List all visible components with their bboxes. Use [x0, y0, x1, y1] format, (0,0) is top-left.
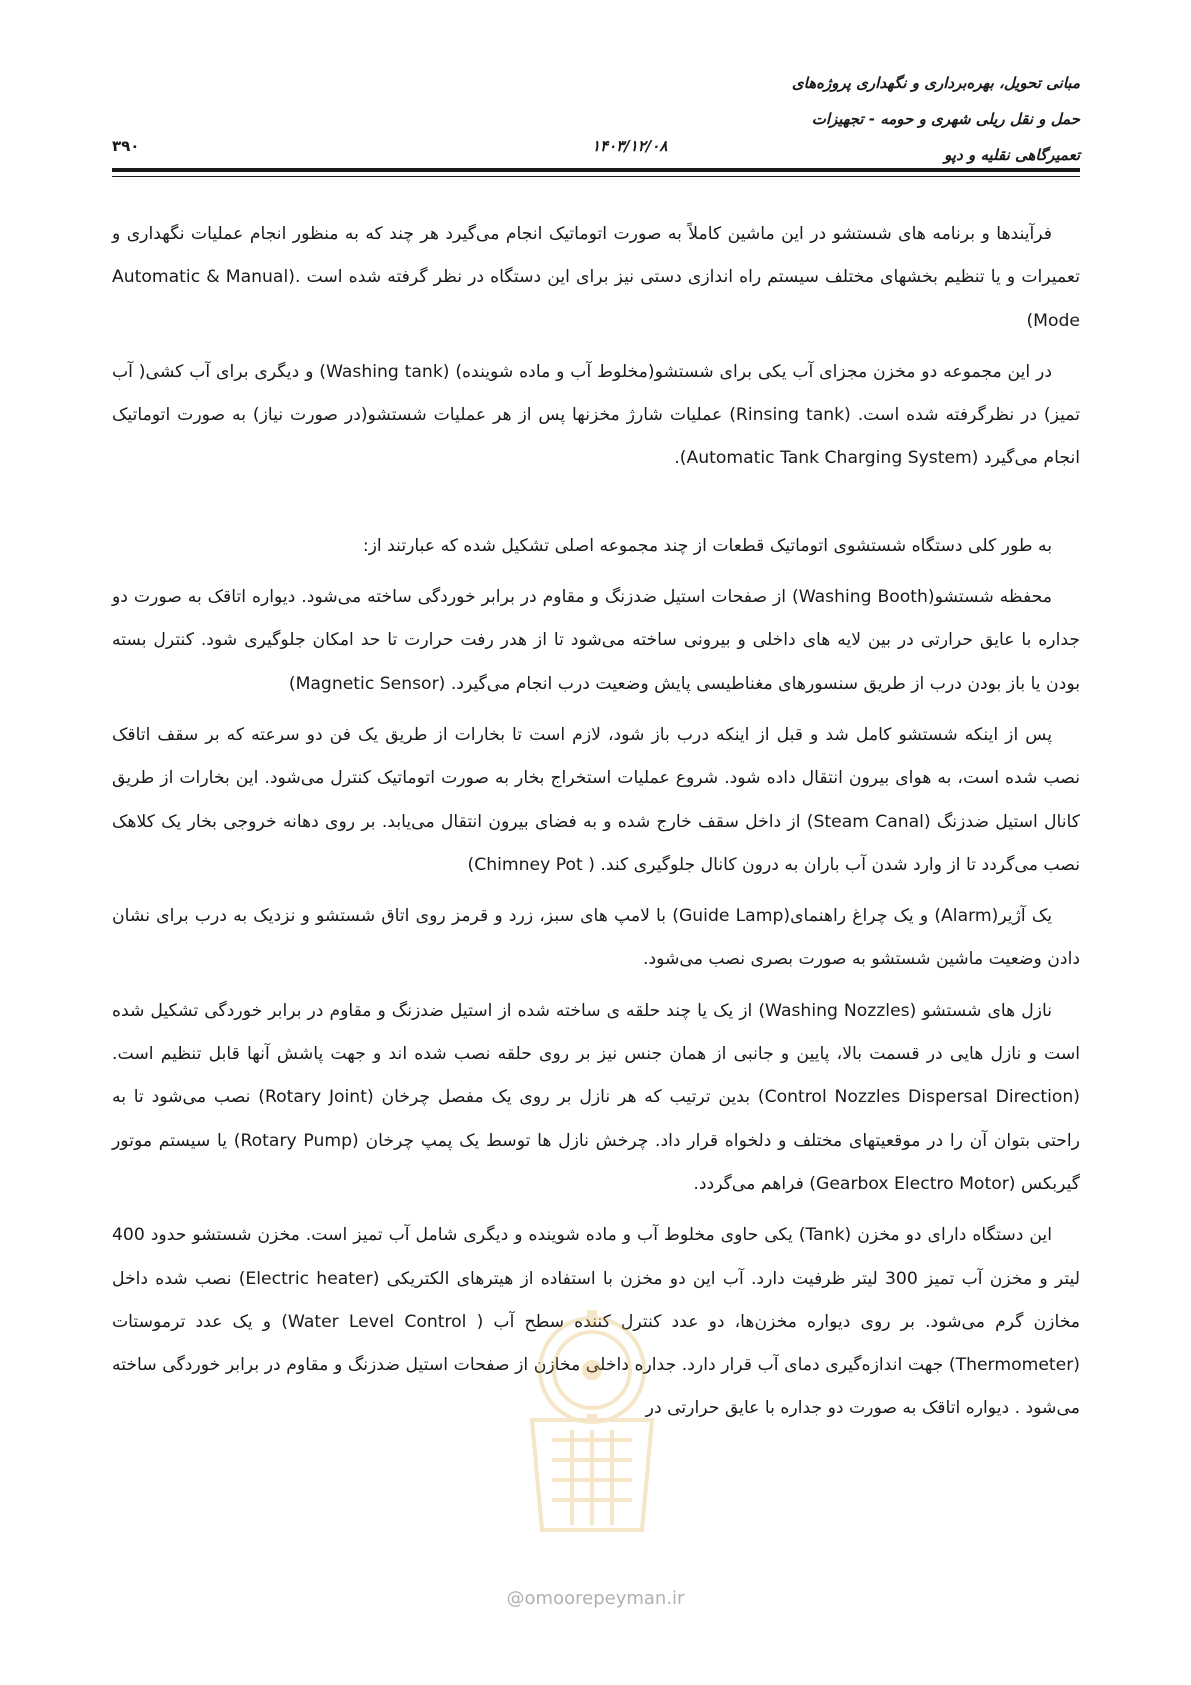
paragraph: نازل های شستشو (Washing Nozzles) از یک یا چند حلقه ی ساخته شده از استیل ضدزنگ و مقاوم در برابر خوردگی تشکیل شده است و نازل هایی در قسمت بالا، پایین و جانبی از همان جنس نیز بر روی حلقه نصب شده اند و جهت پاشش آنها قابل تنظیم است. (Control Nozzles Dispersal Direction) بدین ترتیب که هر نازل بر روی یک مفصل چرخان (Rotary Joint) نصب می‌شود تا به راحتی بتوان آن را در موقعیتهای مختلف و دلخواه قرار داد. چرخش نازل ها توسط یک پمپ چرخان (Rotary Pump) یا سیستم موتور گیربکس (Gearbox Electro Motor) فراهم می‌گردد.	[112, 1000, 1080, 1194]
header-divider-thin	[112, 176, 1080, 177]
paragraph: یک آژیر(Alarm) و یک چراغ راهنمای(Guide Lamp) با لامپ های سبز، زرد و قرمز روی اتاق شستشو و نزدیک به درب برای نشان دادن وضعیت ماشین شستشو به صورت بصری نصب می‌شود.	[112, 906, 1080, 970]
body-text	[112, 213, 1080, 1439]
page-header	[112, 55, 1080, 175]
paragraph: در این مجموعه دو مخزن مجزای آب یکی برای شستشو(مخلوط آب و ماده شوینده) (Washing tank) و دیگری برای آب کشی( آب تمیز) در نظرگرفته شده است. (Rinsing tank) عملیات شارژ مخزنها پس از هر عملیات شستشو(در صورت نیاز) به صورت اتوماتیک انجام می‌گیرد (Automatic Tank Charging System).	[112, 361, 1080, 469]
watermark-logo	[492, 1300, 692, 1550]
header-title-line-3: تعمیرگاهی نقلیه و دپو	[944, 146, 1080, 164]
header-title	[792, 65, 1080, 173]
paragraph: پس از اینکه شستشو کامل شد و قبل از اینکه درب باز شود، لازم است تا بخارات از طریق یک فن دو سرعته که بر سقف اتاقک نصب شده است، به هوای بیرون انتقال داده شود. شروع عملیات استخراج بخار به صورت اتوماتیک کنترل می‌شود. این بخارات از طریق کانال استیل ضدزنگ (Steam Canal) از داخل سقف خارج شده و به فضای بیرون انتقال می‌یابد. بر روی دهانه خروجی بخار یک کلاهک نصب می‌گردد تا از وارد شدن آب باران به درون کانال جلوگیری کند. ( Chimney Pot)	[112, 724, 1080, 875]
header-divider-thick	[112, 168, 1080, 172]
header-title-line-2: حمل و نقل ریلی شهری و حومه - تجهیزات	[811, 110, 1080, 128]
header-title-line-1: مبانی تحویل، بهره‌برداری و نگهداری پروژه‌های	[791, 74, 1080, 92]
paragraph: این دستگاه دارای دو مخزن (Tank) یکی حاوی مخلوط آب و ماده شوینده و دیگری شامل آب تمیز است. مخزن شستشو حدود 400 لیتر و مخزن آب تمیز 300 لیتر ظرفیت دارد. آب این دو مخزن با استفاده از هیترهای الکتریکی (Electric heater) نصب شده داخل مخازن گرم می‌شود. بر روی دیواره مخزن‌ها، دو عدد کنترل کننده سطح آب ( Water Level Control) و یک عدد ترموستات (Thermometer) جهت اندازه‌گیری دمای آب قرار دارد. جداره داخلی مخازن از صفحات استیل ضدزنگ و مقاوم در برابر خوردگی ساخته می‌شود . دیواره اتاقک به صورت دو جداره با عایق حرارتی در	[112, 1225, 1080, 1419]
page-number: ۳۹۰	[112, 137, 140, 155]
watermark-site: @omoorepeyman.ir	[506, 1588, 685, 1609]
header-date: ۱۴۰۳/۱۲/۰۸	[592, 137, 668, 155]
paragraph: به طور کلی دستگاه شستشوی اتوماتیک قطعات از چند مجموعه اصلی تشکیل شده که عبارتند از:	[362, 535, 1052, 556]
paragraph: فرآیندها و برنامه های شستشو در این ماشین کاملاً به صورت اتوماتیک انجام می‌گیرد هر چند که به منظور انجام عملیات نگهداری و تعمیرات و یا تنظیم بخشهای مختلف سیستم راه اندازی دستی نیز برای این دستگاه در نظر گرفته شده است .(Automatic & Manual Mode)	[112, 224, 1080, 331]
paragraph: محفظه شستشو(Washing Booth) از صفحات استیل ضدزنگ و مقاوم در برابر خوردگی ساخته می‌شود. دیواره اتاقک به صورت دو جداره با عایق حرارتی در بین لایه های داخلی و بیرونی ساخته می‌شود تا از هدر رفت حرارت تا حد امکان جلوگیری شود. کنترل بسته بودن یا باز بودن درب از طریق سنسورهای مغناطیسی پایش وضعیت درب انجام می‌گیرد. (Magnetic Sensor)	[112, 587, 1080, 694]
